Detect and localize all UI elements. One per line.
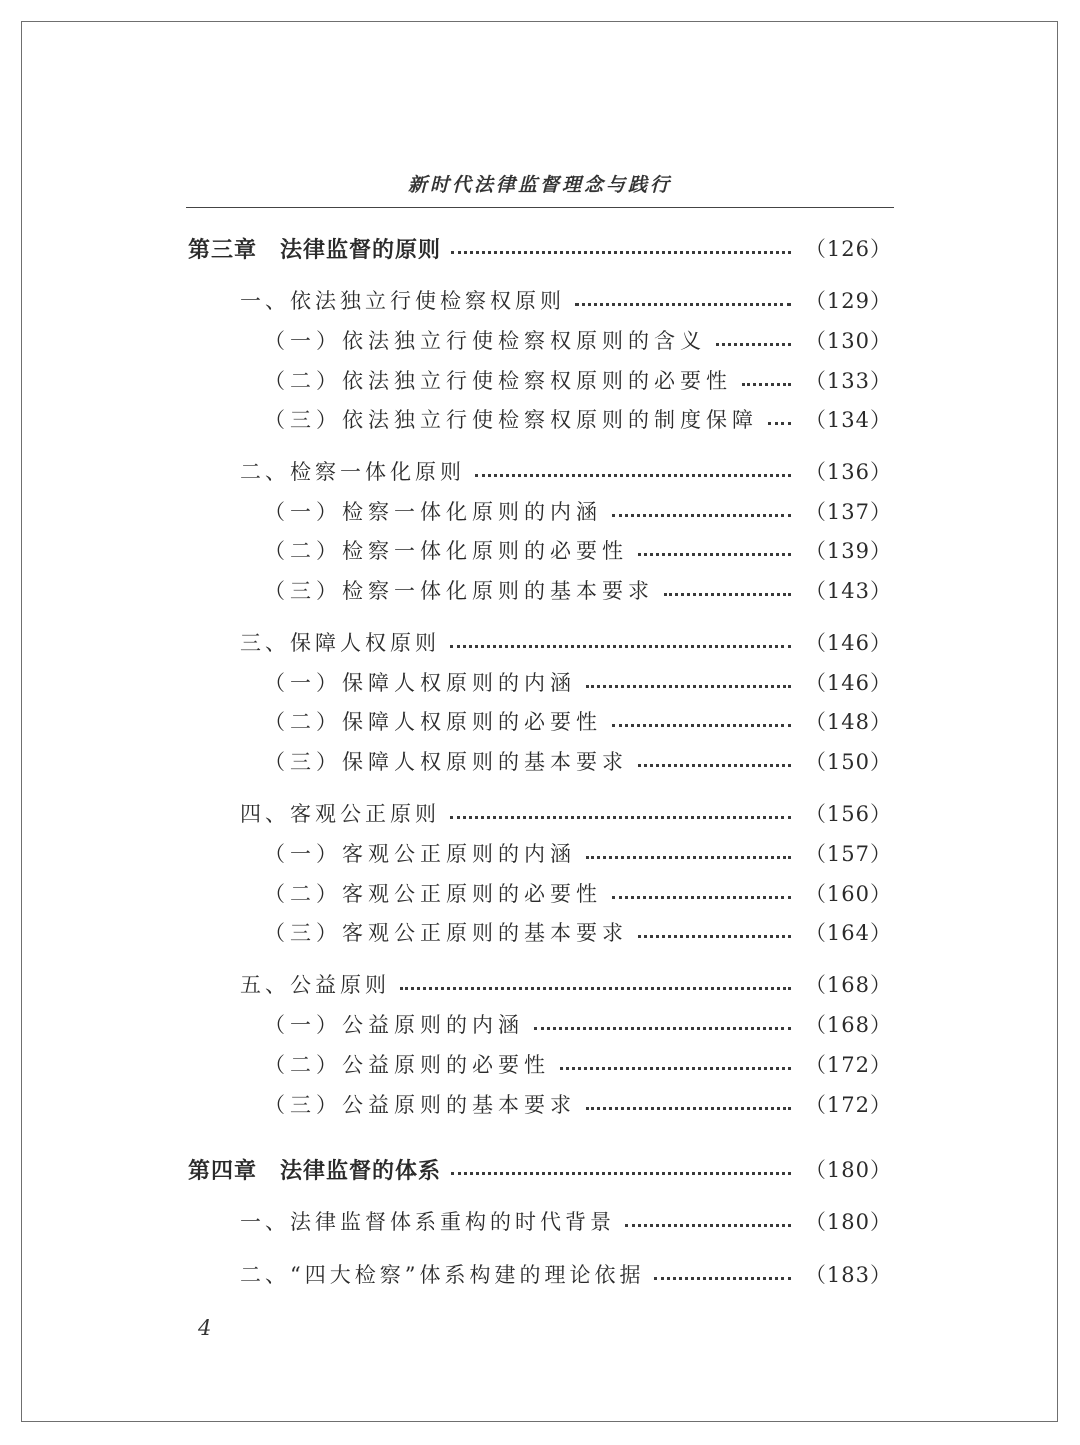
toc-entry-page: （139） xyxy=(804,539,892,563)
dot-leader xyxy=(534,1027,791,1030)
toc-section-entry xyxy=(240,797,892,829)
dot-leader xyxy=(560,1067,791,1070)
toc-entry-title: （一）依法独立行使检察权原则的含义 xyxy=(264,329,706,353)
dot-leader xyxy=(638,553,791,556)
toc-section-entry xyxy=(240,968,892,1000)
page-number: 4 xyxy=(198,1316,212,1340)
toc-entry-title: （一）公益原则的内涵 xyxy=(264,1013,524,1037)
toc-entry-title: （三）依法独立行使检察权原则的制度保障 xyxy=(264,408,758,432)
toc-entry-title: 三、保障人权原则 xyxy=(240,631,440,655)
dot-leader xyxy=(586,685,791,688)
dot-leader xyxy=(451,251,791,254)
toc-subsection-entry xyxy=(264,666,892,698)
toc-entry-page: （146） xyxy=(804,631,892,655)
dot-leader xyxy=(742,383,791,386)
dot-leader xyxy=(575,303,791,306)
toc-entry-page: （150） xyxy=(804,750,892,774)
toc-section-entry xyxy=(240,626,892,658)
toc-subsection-entry xyxy=(264,534,892,566)
toc-subsection-entry xyxy=(264,1008,892,1040)
dot-leader xyxy=(475,474,791,477)
toc-entry-title: 第三章 法律监督的原则 xyxy=(188,237,442,263)
dot-leader xyxy=(450,816,791,819)
toc-subsection-entry xyxy=(264,705,892,737)
running-header: 新时代法律监督理念与践行 xyxy=(407,174,672,196)
toc-entry-title: （二）公益原则的必要性 xyxy=(264,1053,550,1077)
toc-entry-page: （168） xyxy=(804,1013,892,1037)
toc-subsection-entry xyxy=(264,364,892,396)
toc-entry-title: （一）保障人权原则的内涵 xyxy=(264,671,576,695)
toc-entry-title: （一）检察一体化原则的内涵 xyxy=(264,500,602,524)
dot-leader xyxy=(612,896,791,899)
dot-leader xyxy=(638,764,791,767)
toc-subsection-entry xyxy=(264,877,892,909)
toc-entry-page: （130） xyxy=(804,329,892,353)
toc-entry-page: （157） xyxy=(804,842,892,866)
toc-entry-title: 一、依法独立行使检察权原则 xyxy=(240,289,565,313)
toc-chapter-entry xyxy=(188,232,892,264)
toc-entry-title: （三）保障人权原则的基本要求 xyxy=(264,750,628,774)
dot-leader xyxy=(638,935,791,938)
toc-entry-page: （160） xyxy=(804,882,892,906)
dot-leader xyxy=(654,1277,790,1280)
toc-subsection-entry xyxy=(264,574,892,606)
toc-section-entry xyxy=(240,1258,892,1290)
toc-subsection-entry xyxy=(264,837,892,869)
dot-leader xyxy=(625,1224,791,1227)
toc-subsection-entry xyxy=(264,1048,892,1080)
toc-entry-title: 二、检察一体化原则 xyxy=(240,460,465,484)
toc-entry-page: （137） xyxy=(804,500,892,524)
dot-leader xyxy=(612,514,791,517)
toc-entry-page: （168） xyxy=(804,973,892,997)
toc-entry-page: （146） xyxy=(804,671,892,695)
toc-entry-page: （156） xyxy=(804,802,892,826)
toc-entry-page: （180） xyxy=(804,1158,892,1182)
dot-leader xyxy=(586,856,791,859)
toc-entry-page: （129） xyxy=(804,289,892,313)
toc-entry-title: 一、法律监督体系重构的时代背景 xyxy=(240,1210,615,1234)
toc-entry-page: （164） xyxy=(804,921,892,945)
toc-entry-title: 四、客观公正原则 xyxy=(240,802,440,826)
dot-leader xyxy=(768,422,791,425)
toc-section-entry xyxy=(240,1205,892,1237)
toc-section-entry xyxy=(240,455,892,487)
dot-leader xyxy=(451,1172,791,1175)
toc-subsection-entry xyxy=(264,1088,892,1120)
toc-entry-title: （一）客观公正原则的内涵 xyxy=(264,842,576,866)
dot-leader xyxy=(664,593,791,596)
toc-entry-title: （二）检察一体化原则的必要性 xyxy=(264,539,628,563)
toc-entry-title: （三）检察一体化原则的基本要求 xyxy=(264,579,654,603)
toc-entry-title: （三）客观公正原则的基本要求 xyxy=(264,921,628,945)
dot-leader xyxy=(400,987,791,990)
toc-entry-title: （二）客观公正原则的必要性 xyxy=(264,882,602,906)
toc-entry-title: 五、公益原则 xyxy=(240,973,390,997)
toc-chapter-entry xyxy=(188,1153,892,1185)
toc-entry-title: 第四章 法律监督的体系 xyxy=(188,1158,442,1184)
toc-entry-page: （183） xyxy=(804,1263,892,1287)
toc-subsection-entry xyxy=(264,495,892,527)
dot-leader xyxy=(716,343,791,346)
toc-entry-title: （二）依法独立行使检察权原则的必要性 xyxy=(264,369,732,393)
toc-entry-page: （143） xyxy=(804,579,892,603)
toc-entry-title: （三）公益原则的基本要求 xyxy=(264,1093,576,1117)
toc-entry-page: （148） xyxy=(804,710,892,734)
toc-entry-page: （180） xyxy=(804,1210,892,1234)
dot-leader xyxy=(450,645,791,648)
toc-entry-page: （136） xyxy=(804,460,892,484)
dot-leader xyxy=(586,1107,791,1110)
toc-entry-title: 二、“四大检察”体系构建的理论依据 xyxy=(240,1263,645,1287)
toc-subsection-entry xyxy=(264,403,892,435)
toc-entry-page: （134） xyxy=(804,408,892,432)
toc-subsection-entry xyxy=(264,916,892,948)
toc-entry-page: （172） xyxy=(804,1053,892,1077)
toc-entry-title: （二）保障人权原则的必要性 xyxy=(264,710,602,734)
toc-subsection-entry xyxy=(264,324,892,356)
dot-leader xyxy=(612,724,791,727)
toc-subsection-entry xyxy=(264,745,892,777)
toc-section-entry xyxy=(240,284,892,316)
toc-entry-page: （133） xyxy=(804,369,892,393)
toc-entry-page: （126） xyxy=(804,237,892,261)
toc-entry-page: （172） xyxy=(804,1093,892,1117)
